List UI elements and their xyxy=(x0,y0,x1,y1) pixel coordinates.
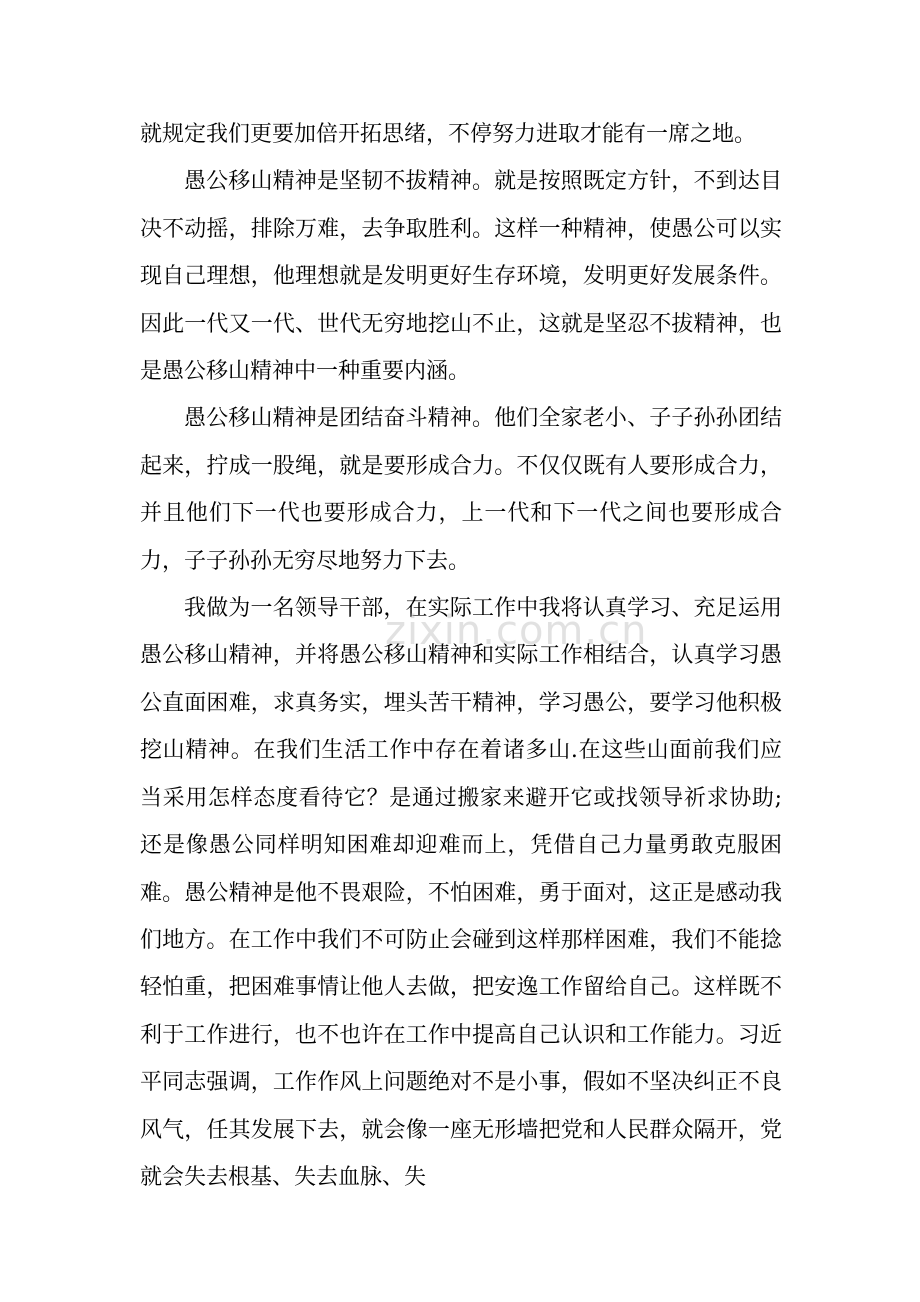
paragraph-1: 就规定我们更要加倍开拓思绪，不停努力进取才能有一席之地。 xyxy=(140,122,757,147)
paragraph-4: 我做为一名领导干部，在实际工作中我将认真学习、充足运用愚公移山精神，并将愚公移山精神和实际工作相结合，认真学习愚公直面困难，求真务实，埋头苦干精神，学习愚公，要学习他积极挖山精神。在我们生活工作中存在着诸多山.在这些山面前我们应当采用怎样态度看待它？是通过搬家来避开它或找领导祈求协助;还是像愚公同样明知困难却迎难而上，凭借自己力量勇敢克服困难。愚公精神是他不畏艰险，不怕困难，勇于面对，这正是感动我们地方。在工作中我们不可防止会碰到这样那样困难，我们不能捻轻怕重，把困难事情让他人去做，把安逸工作留给自己。这样既不利于工作进行，也不也许在工作中提高自己认识和工作能力。习近平同志强调，工作作风上问题绝对不是小事，假如不坚决纠正不良风气，任其发展下去，就会像一座无形墙把党和人民群众隔开，党就会失去根基、失去血脉、失 xyxy=(140,596,782,1190)
document-page xyxy=(140,111,782,1201)
paragraph-3: 愚公移山精神是团结奋斗精神。他们全家老小、子子孙孙团结起来，拧成一股绳，就是要形成合力。不仅仅既有人要形成合力，并且他们下一代也要形成合力，上一代和下一代之间也要形成合力，子子孙孙无穷尽地努力下去。 xyxy=(140,406,782,574)
watermark: zixin.com.cn xyxy=(385,608,648,654)
paragraph-2: 愚公移山精神是坚韧不拔精神。就是按照既定方针，不到达目决不动摇，排除万难，去争取胜利。这样一种精神，使愚公可以实现自己理想，他理想就是发明更好生存环境，发明更好发展条件。因此一代又一代、世代无穷地挖山不止，这就是坚忍不拔精神，也是愚公移山精神中一种重要内涵。 xyxy=(140,169,782,385)
